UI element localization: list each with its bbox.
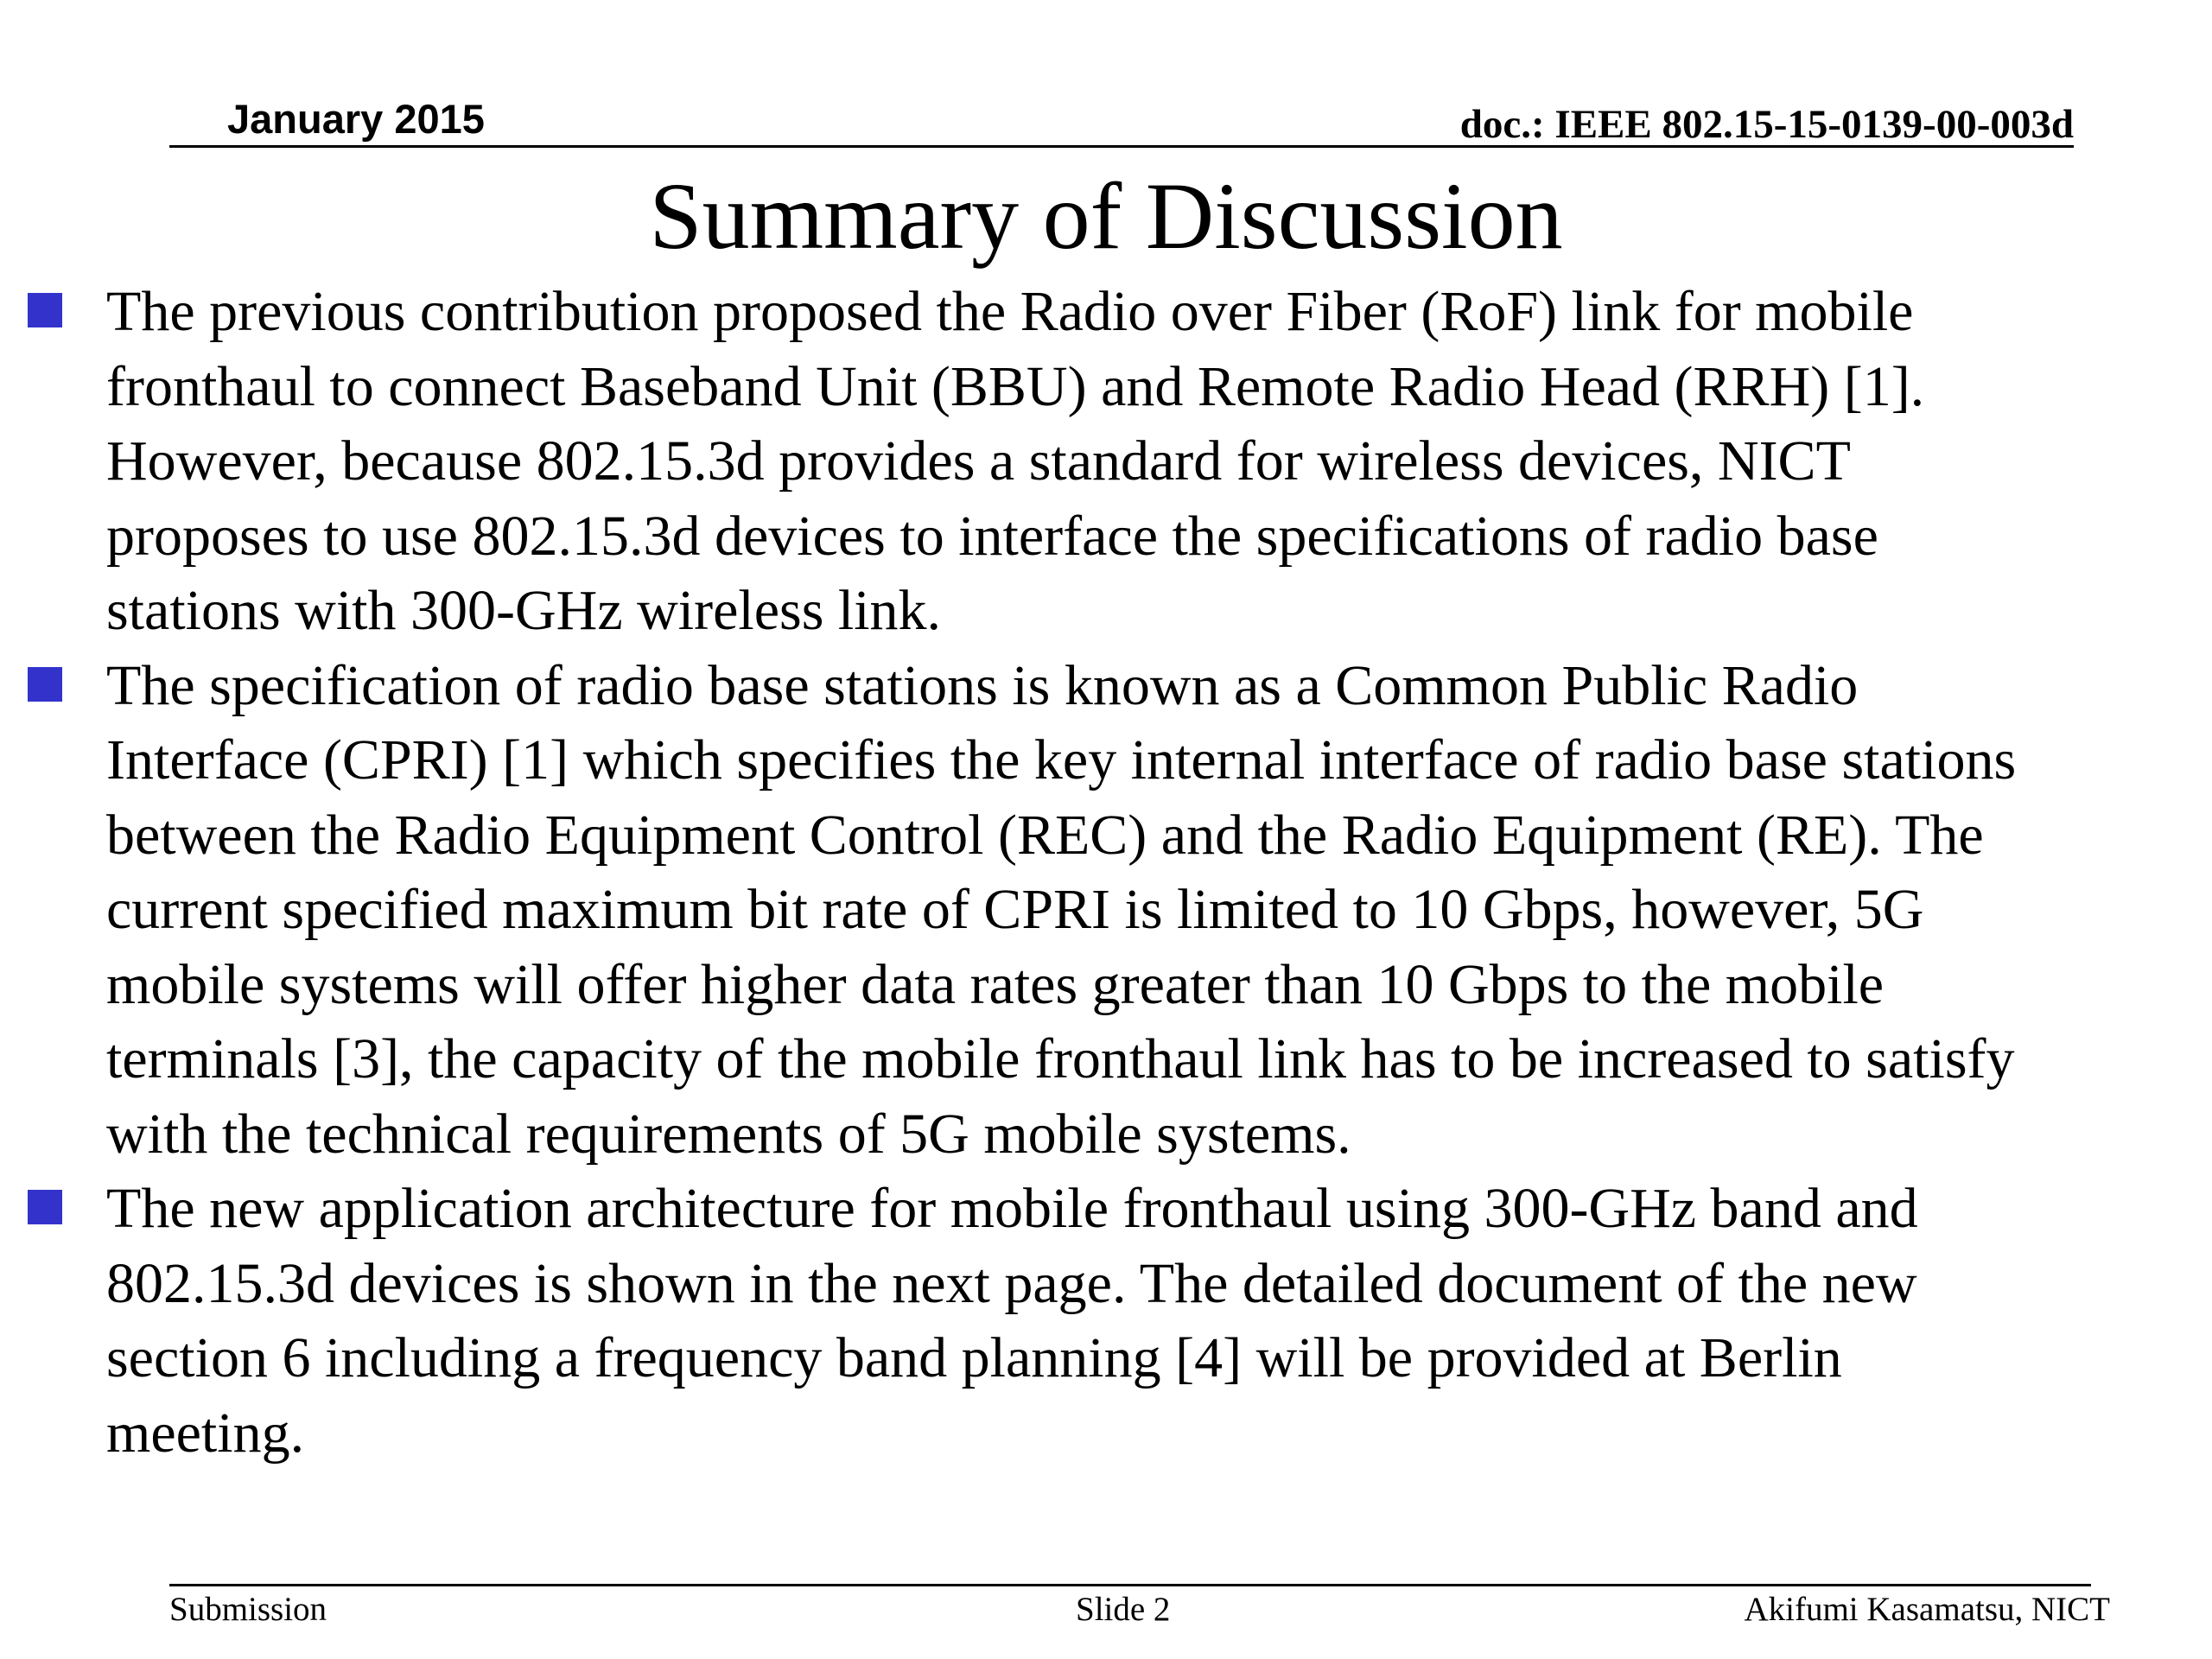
bullet-item-2 [0,649,2212,1173]
bullet-text-line: stations with 300-GHz wireless link. [106,579,942,642]
bullet-text-line: section 6 including a frequency band planning [4] will be provided at Berlin [106,1326,1842,1389]
header-divider [169,145,2074,148]
bullet-item-1 [0,275,2212,649]
slide-title: Summary of Discussion [649,163,1563,269]
bullet-text-line: The new application architecture for mobile fronthaul using 300-GHz band and [106,1177,1918,1240]
bullet-text-line: current specified maximum bit rate of CPRI is limited to 10 Gbps, however, 5G [106,878,1924,941]
square-bullet-icon [28,1190,62,1224]
footer-slide-number: Slide 2 [1076,1591,1171,1628]
footer-submission: Submission [169,1591,327,1628]
footer-divider [169,1584,2091,1586]
bullet-text-line: terminals [3], the capacity of the mobile fronthaul link has to be increased to satisfy [106,1027,2015,1090]
bullet-text-line: Interface (CPRI) [1] which specifies the key internal interface of radio base stations [106,728,2017,791]
bullet-text-line: fronthaul to connect Baseband Unit (BBU) and Remote Radio Head (RRH) [1]. [106,354,1925,418]
bullet-text-line: However, because 802.15.3d provides a standard for wireless devices, NICT [106,429,1851,493]
bullet-text-line: The specification of radio base stations is known as a Common Public Radio [106,653,1859,717]
bullet-list [0,275,2212,1471]
header-document-id: doc.: IEEE 802.15-15-0139-00-003d [1459,102,2074,147]
bullet-text-line: meeting. [106,1401,305,1465]
bullet-item-3 [0,1172,2212,1471]
bullet-text-line: The previous contribution proposed the Radio over Fiber (RoF) link for mobile [106,280,1914,343]
bullet-text-line: proposes to use 802.15.3d devices to interface the specifications of radio base [106,504,1878,568]
bullet-text-line: 802.15.3d devices is shown in the next page. The detailed document of the new [106,1251,1917,1315]
bullet-text-line: between the Radio Equipment Control (REC) and the Radio Equipment (RE). The [106,803,1984,867]
bullet-text-line: mobile systems will offer higher data rates greater than 10 Gbps to the mobile [106,952,1885,1016]
footer-author: Akifumi Kasamatsu, NICT [1744,1591,2110,1628]
bullet-text-line: with the technical requirements of 5G mobile systems. [106,1102,1351,1166]
square-bullet-icon [28,293,62,327]
square-bullet-icon [28,667,62,702]
header-date: January 2015 [227,96,485,142]
